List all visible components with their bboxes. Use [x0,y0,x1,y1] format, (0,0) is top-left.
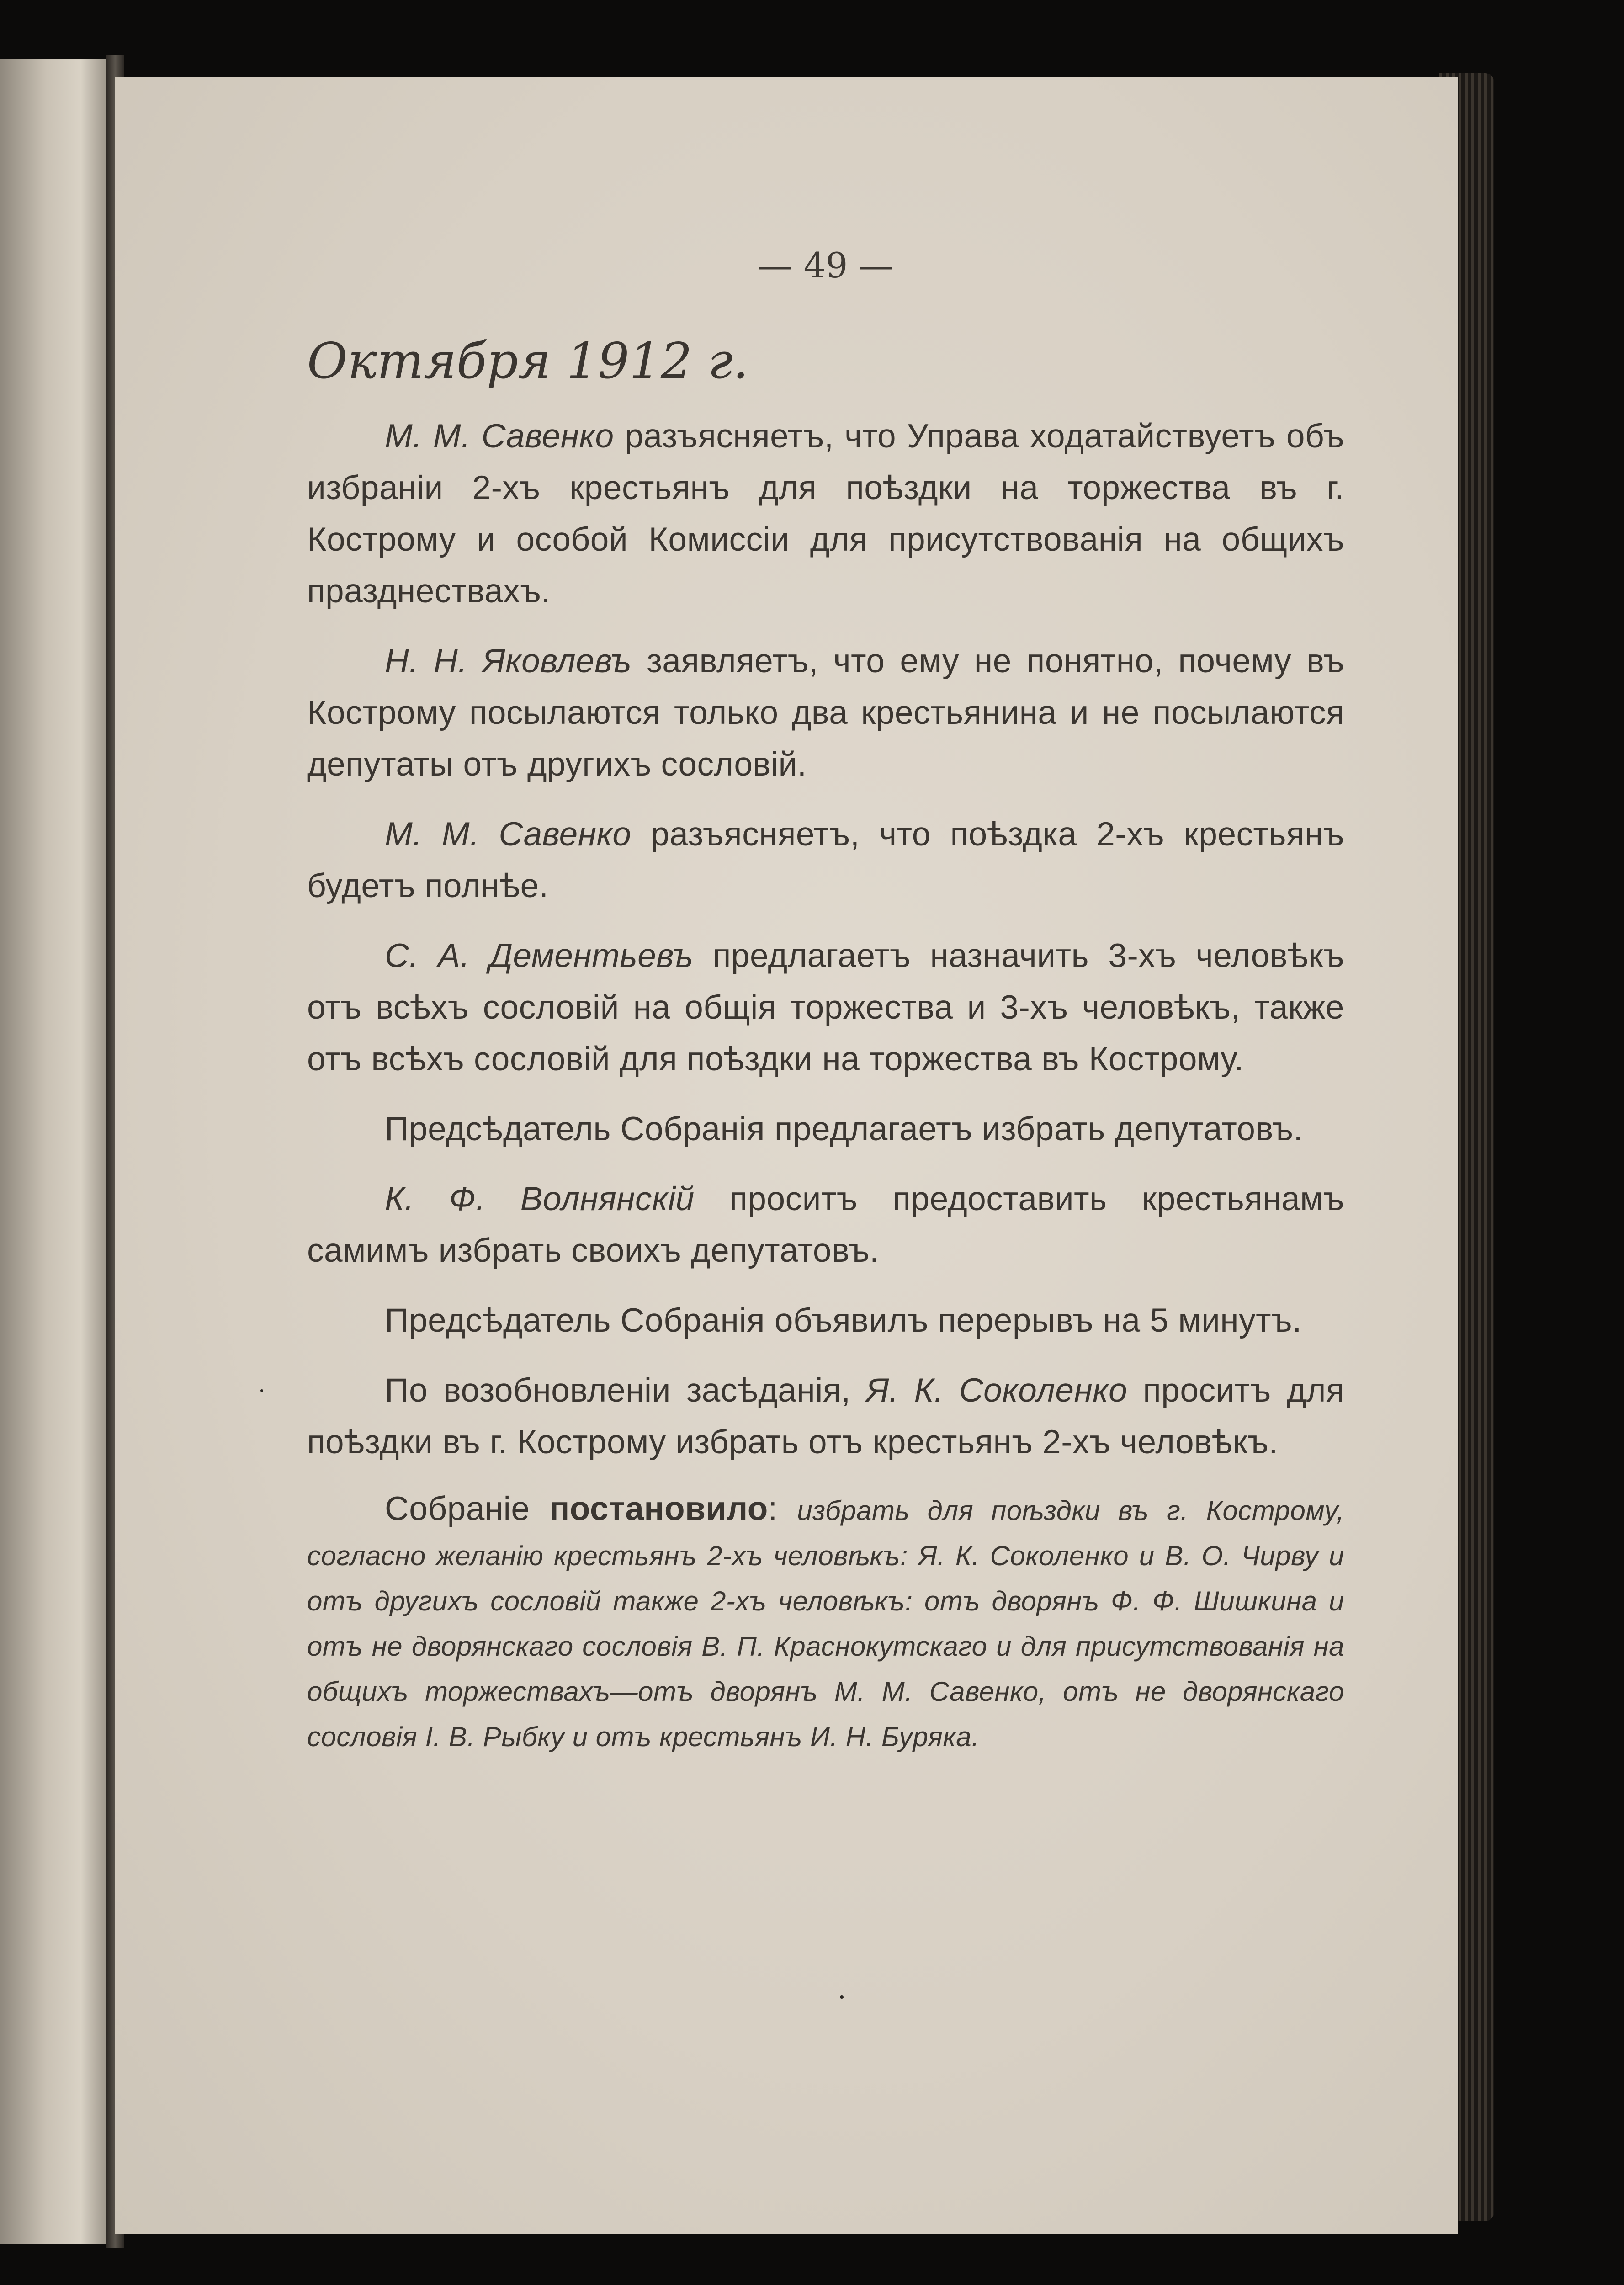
speaker-name: С. А. Дементьевъ [385,937,694,974]
paragraph-text: предлагаетъ назначить 3-хъ человѣкъ отъ всѣхъ сословій на общія торжества и 3-хъ человѣкъ, также отъ всѣхъ сословій для поѣздки на торжества въ Кострому. [307,937,1344,1078]
paragraph-chairman-1 [307,1103,1344,1155]
paragraph-text: Предсѣдатель Собранія предлагаетъ избрать депутатовъ. [385,1111,1303,1148]
left-page-edge [0,59,115,2244]
speaker-name: К. Ф. Волнянскій [385,1180,695,1217]
paragraph-text: разъясняетъ, что поѣздка 2-хъ крестьянъ будетъ полнѣе. [307,816,1344,904]
speaker-name: М. М. Савенко [385,816,632,853]
paragraph-resumption [307,1365,1344,1468]
resolution-colon: : [768,1490,797,1527]
ink-speck [840,1995,844,1999]
resolution-text: избрать для поѣздки въ г. Кострому, согласно желанію крестьянъ 2-хъ человѣкъ: Я. К. Соколенко и В. О. Чирву и отъ другихъ сословій также 2-хъ человѣкъ: отъ дворянъ Ф. Ф. Шишкина и отъ не дворянскаго сословія В. П. Краснокутскаго и для присутствованія на общихъ торжествахъ—отъ дворянъ М. М. Савенко, отъ не дворянскаго сословія І. В. Рыбку и отъ крестьянъ И. Н. Буряка. [307,1495,1344,1752]
paragraph-chairman-2 [307,1295,1344,1346]
paragraph-text: проситъ предоставить крестьянамъ самимъ избрать своихъ депутатовъ. [307,1180,1344,1269]
resumption-before: По возобновленіи засѣданія, [385,1372,866,1409]
paragraph-text: Предсѣдатель Собранія объявилъ перерывъ на 5 минутъ. [385,1302,1302,1339]
speaker-name: Н. Н. Яковлевъ [385,643,632,680]
paragraph-dementyev [307,930,1344,1085]
page-body [307,410,1344,1778]
speaker-name: Я. К. Соколенко [866,1372,1128,1409]
paragraph-savenko-2 [307,808,1344,912]
ink-speck [260,1389,263,1392]
paragraph-savenko-1 [307,410,1344,617]
speaker-name: М. М. Савенко [385,418,614,455]
resolution-bold: постановило [549,1490,768,1527]
resolution-lead: Собраніе [385,1490,550,1527]
paragraph-resolution [307,1486,1344,1759]
paragraph-text: заявляетъ, что ему не понятно, почему въ Кострому посылаются только два крестьянина и не посылаются депутаты отъ другихъ сословій. [307,643,1344,783]
paragraph-yakovlev [307,635,1344,790]
paragraph-text: разъясняетъ, что Управа ходатайствуетъ объ избраніи 2-хъ крестьянъ для поѣздки на торжества въ г. Кострому и особой Комиссіи для присутствованія на общихъ празднествахъ. [307,418,1344,610]
book-page [115,77,1458,2234]
page-number: — 49 — [758,245,894,286]
resumption-after: проситъ для поѣздки въ г. Кострому избрать отъ крестьянъ 2-хъ человѣкъ. [307,1372,1344,1461]
paragraph-volnyansky [307,1173,1344,1276]
page-heading: Октября 1912 г. [307,333,748,390]
